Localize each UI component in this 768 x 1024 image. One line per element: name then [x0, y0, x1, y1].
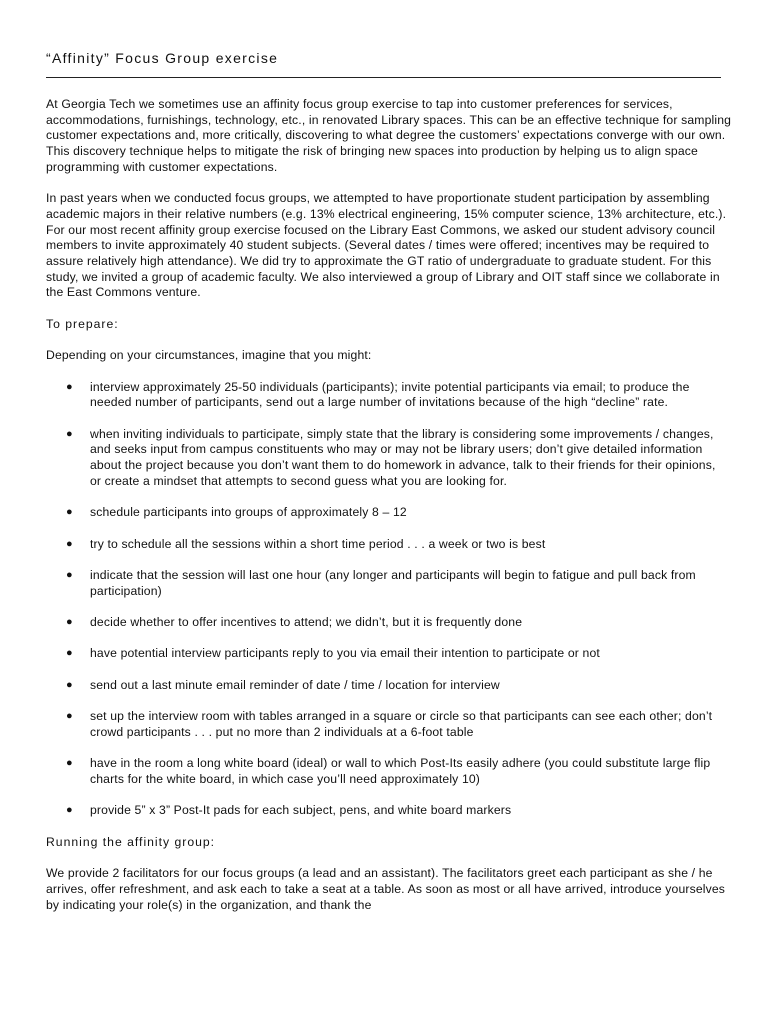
list-item-text: when inviting individuals to participate, simply state that the library is considering some improvements / changes, and seeks input from campus constituents who may or may not be library users; don’t give detailed information about the project because you don’t want them to do homework in advance, talk to their friends for their opinions, or create a mindset that attempts to second guess what you are looking for.	[90, 426, 716, 488]
list-item	[46, 803, 726, 819]
prepare-list	[46, 380, 736, 820]
list-item-text: indicate that the session will last one hour (any longer and participants will begin to fatigue and pull back from participation)	[90, 567, 696, 598]
title-divider	[46, 77, 721, 78]
list-item	[46, 646, 726, 662]
list-item-text: decide whether to offer incentives to attend; we didn’t, but it is frequently done	[90, 615, 523, 630]
document-body	[46, 97, 736, 929]
running-paragraph: We provide 2 facilitators for our focus groups (a lead and an assistant). The facilitators greet each participant as she / he arrives, offer refreshment, and ask each to take a seat at a table. As soon as most or all have arrived, introduce yourselves by indicating your role(s) in the organization, and thank the	[46, 866, 726, 912]
list-item-text: have potential interview participants reply to you via email their intention to participate or not	[90, 646, 600, 661]
running-heading: Running the affinity group:	[46, 834, 216, 849]
bullet-icon: ●	[66, 757, 73, 770]
intro-paragraph: At Georgia Tech we sometimes use an affinity focus group exercise to tap into customer preferences for services, accommodations, furnishings, technology, etc., in renovated Library spaces. This can be an effective technique for sampling customer expectations and, more critically, discovering to what degree the customers’ expectations converge with our own. This discovery technique helps to mitigate the risk of bringing new spaces into production by helping us to align space programming with customer expectations.	[46, 97, 732, 174]
bullet-icon: ●	[66, 647, 73, 660]
list-item	[46, 427, 726, 490]
bullet-icon: ●	[66, 506, 73, 519]
list-item-text: have in the room a long white board (ideal) or wall to which Post-Its easily adhere (you could substitute large flip charts for the white board, in which case you’ll need approximately 10)	[90, 756, 711, 787]
list-item	[46, 537, 726, 553]
list-item	[46, 756, 726, 787]
prepare-heading: To prepare:	[46, 316, 119, 331]
list-item-text: interview approximately 25-50 individuals (participants); invite potential participants via email; to produce the needed number of participants, send out a large number of invitations because of the high “decline” rate.	[90, 379, 690, 410]
bullet-icon: ●	[66, 678, 73, 691]
prepare-intro: Depending on your circumstances, imagine that you might:	[46, 348, 372, 363]
list-item	[46, 709, 726, 740]
list-item	[46, 380, 726, 411]
document-title: “Affinity” Focus Group exercise	[46, 50, 279, 66]
list-item-text: set up the interview room with tables arranged in a square or circle so that participants can see each other; don’t crowd participants . . . put no more than 2 individuals at a 6-foot table	[90, 709, 713, 739]
bullet-icon: ●	[66, 616, 73, 629]
list-item-text: schedule participants into groups of approximately 8 – 12	[90, 505, 407, 520]
list-item	[46, 568, 726, 599]
past-years-paragraph: In past years when we conducted focus groups, we attempted to have proportionate student participation by assembling academic majors in their relative numbers (e.g. 13% electrical engineering, 15% computer science, 13% architecture, etc.). For our most recent affinity group exercise focused on the Library East Commons, we asked our student advisory council members to invite approximately 40 student subjects. (Several dates / times were offered; incentives may be required to assure relatively high attendance). We did try to approximate the GT ratio of undergraduate to graduate student. For this study, we invited a group of academic faculty. We also interviewed a group of Library and OIT staff since we collaborate in the East Commons venture.	[46, 191, 727, 300]
bullet-icon: ●	[66, 568, 73, 581]
bullet-icon: ●	[66, 380, 73, 393]
bullet-icon: ●	[66, 710, 73, 723]
bullet-icon: ●	[66, 427, 73, 440]
list-item-text: provide 5” x 3” Post-It pads for each subject, pens, and white board markers	[90, 803, 512, 818]
list-item-text: try to schedule all the sessions within a short time period . . . a week or two is best	[90, 536, 546, 551]
list-item-text: send out a last minute email reminder of date / time / location for interview	[90, 677, 500, 692]
list-item	[46, 615, 726, 631]
list-item	[46, 678, 726, 694]
bullet-icon: ●	[66, 537, 73, 550]
list-item	[46, 505, 726, 521]
bullet-icon: ●	[66, 804, 73, 817]
